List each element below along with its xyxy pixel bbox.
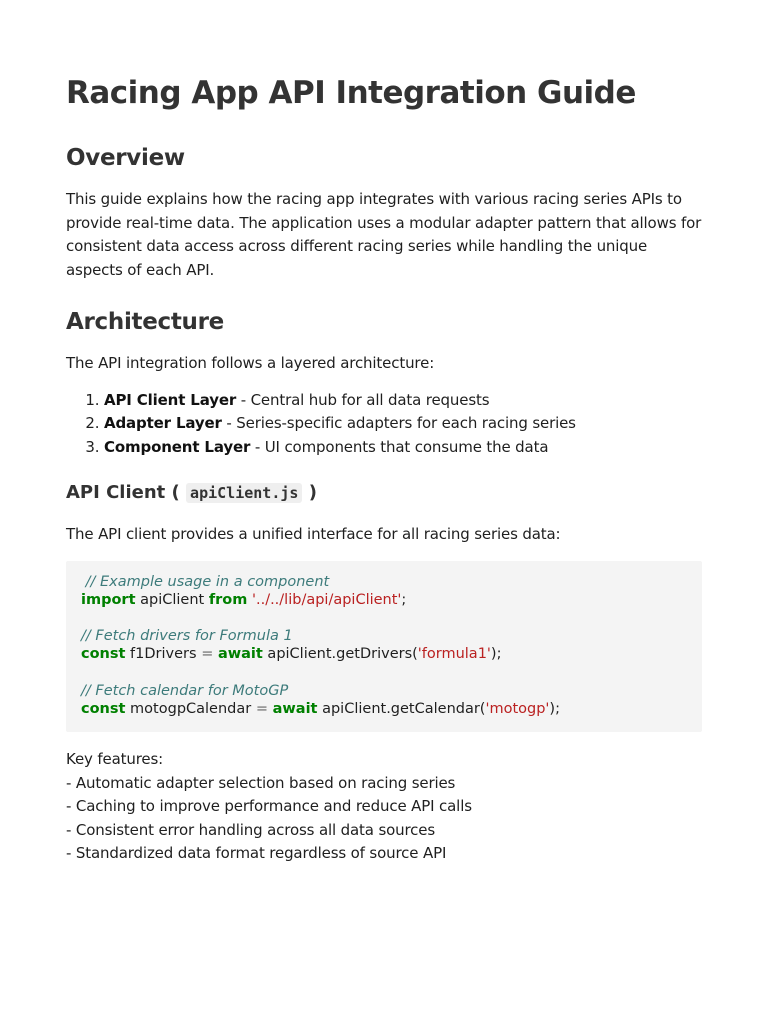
code-string: 'formula1' <box>417 646 491 663</box>
layer-name: API Client Layer <box>104 390 237 409</box>
code-identifier: f1Drivers <box>125 646 202 663</box>
api-client-heading <box>66 479 702 507</box>
code-punctuation: ); <box>549 700 560 717</box>
list-item: - Consistent error handling across all data sources <box>66 820 436 839</box>
code-keyword: const <box>81 646 126 663</box>
code-comment: // Example usage in a component <box>81 573 330 590</box>
key-features-label: Key features: <box>66 750 164 768</box>
code-comment: // Fetch drivers for Formula 1 <box>81 628 293 645</box>
page-title: Racing App API Integration Guide <box>66 75 636 111</box>
code-keyword: await <box>217 646 263 663</box>
layer-description: - Series-specific adapters for each racing series <box>221 414 576 432</box>
code-punctuation: ); <box>490 646 502 663</box>
code-blank-line <box>81 609 687 627</box>
code-keyword: from <box>208 591 248 608</box>
code-comment: // Fetch calendar for MotoGP <box>81 682 289 699</box>
architecture-layer-list <box>66 389 702 460</box>
api-client-intro: The API client provides a unified interface for all racing series data: <box>66 525 561 543</box>
code-line <box>81 627 687 645</box>
list-item <box>104 436 702 460</box>
layer-name: Component Layer <box>104 437 251 456</box>
code-string: 'motogp' <box>485 700 550 717</box>
code-blank-line <box>81 663 687 681</box>
document-content <box>66 70 702 866</box>
code-call: apiClient.getDrivers( <box>262 646 418 663</box>
code-line <box>81 645 687 663</box>
api-client-heading-prefix: API Client ( <box>66 482 180 503</box>
list-item: - Automatic adapter selection based on racing series <box>66 773 456 792</box>
architecture-heading: Architecture <box>66 309 224 335</box>
code-keyword: await <box>272 700 318 717</box>
api-client-filename: apiClient.js <box>186 483 302 503</box>
code-line <box>81 573 687 591</box>
code-line <box>81 591 687 609</box>
overview-heading: Overview <box>66 145 185 171</box>
code-operator: = <box>255 700 268 717</box>
code-line <box>81 682 687 700</box>
layer-description: - Central hub for all data requests <box>236 390 490 409</box>
layer-description: - UI components that consume the data <box>250 437 549 456</box>
architecture-intro: The API integration follows a layered architecture: <box>66 354 435 372</box>
layer-name: Adapter Layer <box>104 414 222 432</box>
code-punctuation: ; <box>401 591 407 608</box>
api-client-heading-suffix: ) <box>308 482 317 503</box>
code-keyword: import <box>81 591 136 608</box>
list-item: - Standardized data format regardless of source API <box>66 844 447 862</box>
code-call: apiClient.getCalendar( <box>317 700 486 717</box>
code-identifier: apiClient <box>135 591 209 608</box>
code-operator: = <box>201 646 214 663</box>
code-keyword: const <box>81 700 126 717</box>
code-identifier: motogpCalendar <box>125 700 256 717</box>
list-item <box>104 389 702 413</box>
list-item <box>104 412 702 436</box>
key-features <box>66 748 702 866</box>
code-line <box>81 700 687 718</box>
overview-paragraph: This guide explains how the racing app integrates with various racing series APIs to provide real-time data. The application uses a modular adapter pattern that allows for consistent data access across different racing series while handling the unique aspects of each API. <box>66 190 702 279</box>
list-item: - Caching to improve performance and reduce API calls <box>66 797 472 815</box>
code-string: '../../lib/api/apiClient' <box>247 591 402 608</box>
code-block <box>66 561 702 733</box>
